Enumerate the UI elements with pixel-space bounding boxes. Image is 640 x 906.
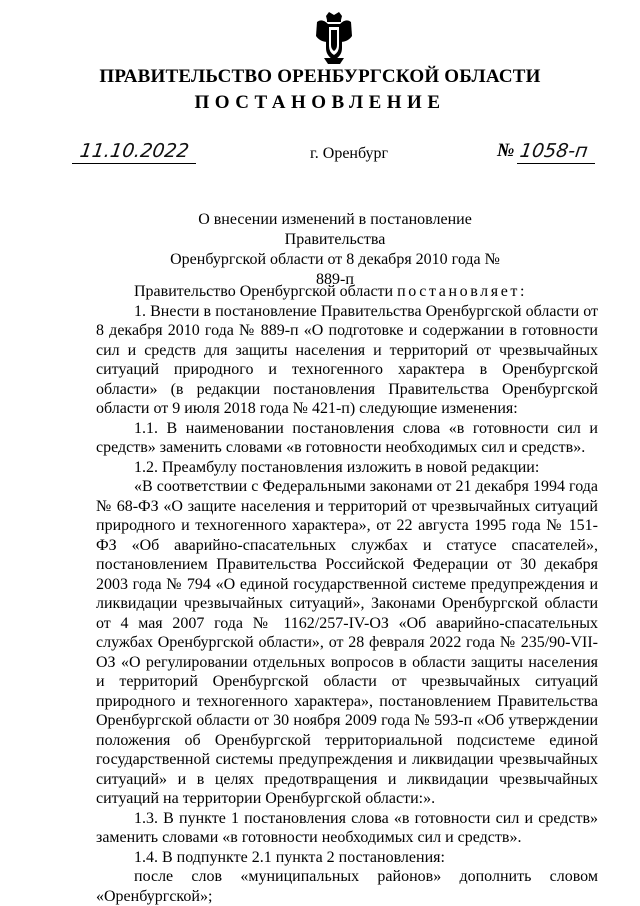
document-subject: [160, 210, 510, 290]
document-date: 11.10.2022: [78, 140, 191, 162]
number-underline: [517, 163, 595, 164]
paragraph-1-4: 1.4. В подпункте 2.1 пункта 2 постановления:: [134, 848, 445, 866]
preamble-quote: «В соответствии с Федеральными законами от 21 декабря 1994 года № 68-ФЗ «О защите населения и территорий от чрезвычайных ситуаций природного и техногенного характера», от 22 августа 1995 года № 151-ФЗ «Об аварийно-спасательных службах и статусе спасателей», постановлением Правительства Российской Федерации от 30 декабря 2003 года № 794 «О единой государственной системе предупреждения и ликвидации чрезвычайных ситуаций», Законами Оренбургской области от 4 мая 2007 года № 1162/257-IV-ОЗ «Об аварийно-спасательных службах Оренбургской области», от 28 февраля 2022 года № 235/90-VII-ОЗ «О регулировании отдельных вопросов в области защиты населения и территорий Оренбургской области от чрезвычайных ситуаций природного и техногенного характера», постановлением Правительства Оренбургской области от 30 ноября 2009 года № 593-п «Об утверждении положения об Оренбургской территориальной подсистеме единой государственной системы предупреждения и ликвидации чрезвычайных ситуаций» и в целях предотвращения и ликвидации чрезвычайных ситуаций на территории Оренбургской области:».: [96, 478, 598, 807]
organization-name: ПРАВИТЕЛЬСТВО ОРЕНБУРГСКОЙ ОБЛАСТИ: [99, 66, 541, 87]
intro-decree-word: постановляет:: [397, 283, 528, 300]
paragraph-1: 1. Внести в постановление Правительства Оренбургской области от 8 декабря 2010 года № 889-п «О подготовке и содержании в готовности сил и средств для защиты населения и территорий от чрезвычайных ситуаций природного и техногенного характера в Оренбургской области» (в редакции постановления Правительства Оренбургской области от 9 июля 2018 года № 421-п) следующие изменения:: [96, 302, 598, 417]
intro-prefix: Правительство Оренбургской области: [134, 283, 398, 300]
paragraph-1-2: 1.2. Преамбулу постановления изложить в новой редакции:: [134, 458, 540, 476]
subject-line-1: О внесении изменений в постановление Правительства: [198, 211, 472, 248]
paragraph-1-3: 1.3. В пункте 1 постановления слова «в готовности сил и средств» заменить словами «в готовности необходимых сил и средств».: [96, 809, 598, 846]
city: г. Оренбург: [310, 145, 389, 162]
document-type: ПОСТАНОВЛЕНИЕ: [194, 92, 446, 113]
coat-of-arms-icon: [314, 12, 354, 64]
subject-line-2: Оренбургской области от 8 декабря 2010 года № 889-п: [170, 251, 500, 288]
intro-paragraph: [96, 282, 598, 302]
paragraph-1-4-a: после слов «муниципальных районов» дополнить словом «Оренбургской»;: [96, 868, 598, 905]
paragraph-1-1: 1.1. В наименовании постановления слова «в готовности сил и средств» заменить словами «в готовности необходимых сил и средств».: [96, 419, 598, 456]
document-body: [96, 282, 598, 906]
document-number: 1058-п: [518, 140, 590, 162]
date-underline: [72, 163, 196, 164]
number-sign: №: [497, 140, 515, 161]
